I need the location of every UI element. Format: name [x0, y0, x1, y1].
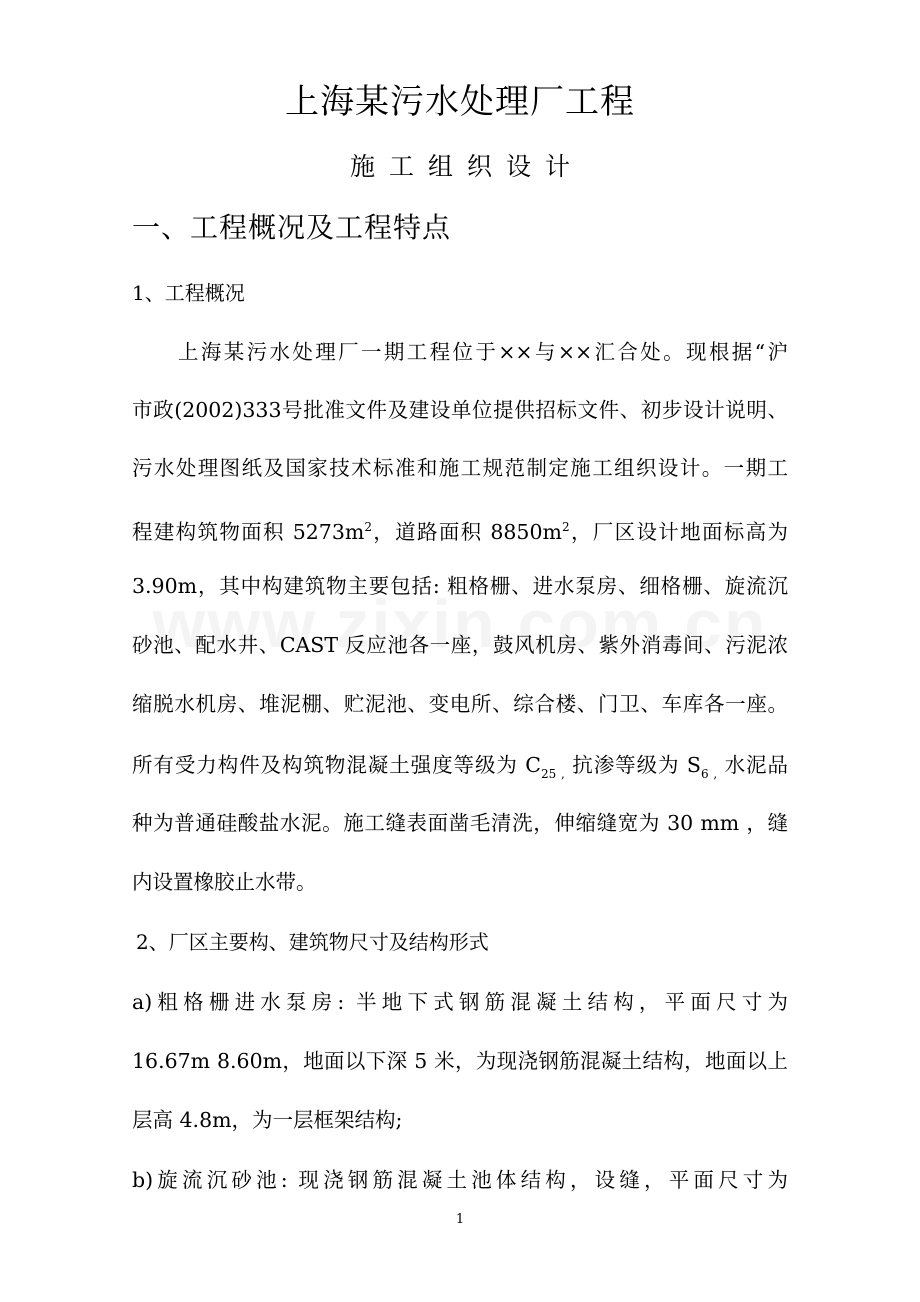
paragraph-line: 种为普通硅酸盐水泥。施工缝表面凿毛清洗，伸缩缝宽为 30 mm ，缝	[132, 811, 788, 835]
paragraph-line: 市政(2002)333号批准文件及建设单位提供招标文件、初步设计说明、	[132, 398, 788, 422]
text-run: ，厂区设计地面标高为	[569, 520, 788, 544]
subscript: 25 ,	[540, 767, 565, 781]
page-number: 1	[455, 1212, 465, 1227]
document-subtitle: 施工组织设计	[349, 152, 584, 181]
text-run: 所有受力构件及构筑物混凝土强度等级为 C	[132, 753, 541, 777]
paragraph-line: 缩脱水机房、堆泥棚、贮泥池、变电所、综合楼、门卫、车库各一座。	[132, 692, 788, 716]
document-title: 上海某污水处理厂工程	[285, 82, 635, 122]
paragraph-line: 内设置橡胶止水带。	[132, 870, 317, 894]
paragraph-line	[132, 748, 788, 791]
text-run: 程建构筑物面积 5273m	[132, 520, 365, 544]
text-run: 水泥品	[717, 753, 788, 777]
text-run: ，道路面积 8850m	[371, 520, 562, 544]
paragraph-line: 砂池、配水井、CAST 反应池各一座，鼓风机房、紫外消毒间、污泥浓	[132, 633, 788, 657]
paragraph-line: 16.67m 8.60m，地面以下深 5 米，为现浇钢筋混凝土结构，地面以上	[132, 1049, 788, 1073]
section-heading: 一、工程概况及工程特点	[132, 211, 452, 244]
paragraph-line: 3.90m，其中构建筑物主要包括: 粗格栅、进水泵房、细格栅、旋流沉	[132, 574, 788, 598]
paragraph-line: a)粗格栅进水泵房: 半地下式钢筋混凝土结构，平面尺寸为	[132, 990, 788, 1014]
paragraph-line	[132, 510, 788, 549]
subsection-heading-2: 2、厂区主要构、建筑物尺寸及结构形式	[136, 930, 489, 954]
subsection-heading-1: 1、工程概况	[132, 281, 245, 305]
paragraph-line: 层高 4.8m，为一层框架结构;	[132, 1108, 403, 1132]
paragraph-line: 污水处理图纸及国家技术标准和施工规范制定施工组织设计。一期工	[132, 456, 788, 480]
superscript: 2	[364, 520, 372, 534]
paragraph-line: 上海某污水处理厂一期工程位于××与××汇合处。现根据“沪	[178, 340, 788, 364]
subscript: 6 ,	[700, 767, 718, 781]
paragraph-line: b)旋流沉砂池: 现浇钢筋混凝土池体结构，设缝，平面尺寸为	[132, 1168, 788, 1192]
superscript: 2	[561, 520, 570, 534]
text-run: 抗渗等级为 S	[564, 753, 701, 777]
